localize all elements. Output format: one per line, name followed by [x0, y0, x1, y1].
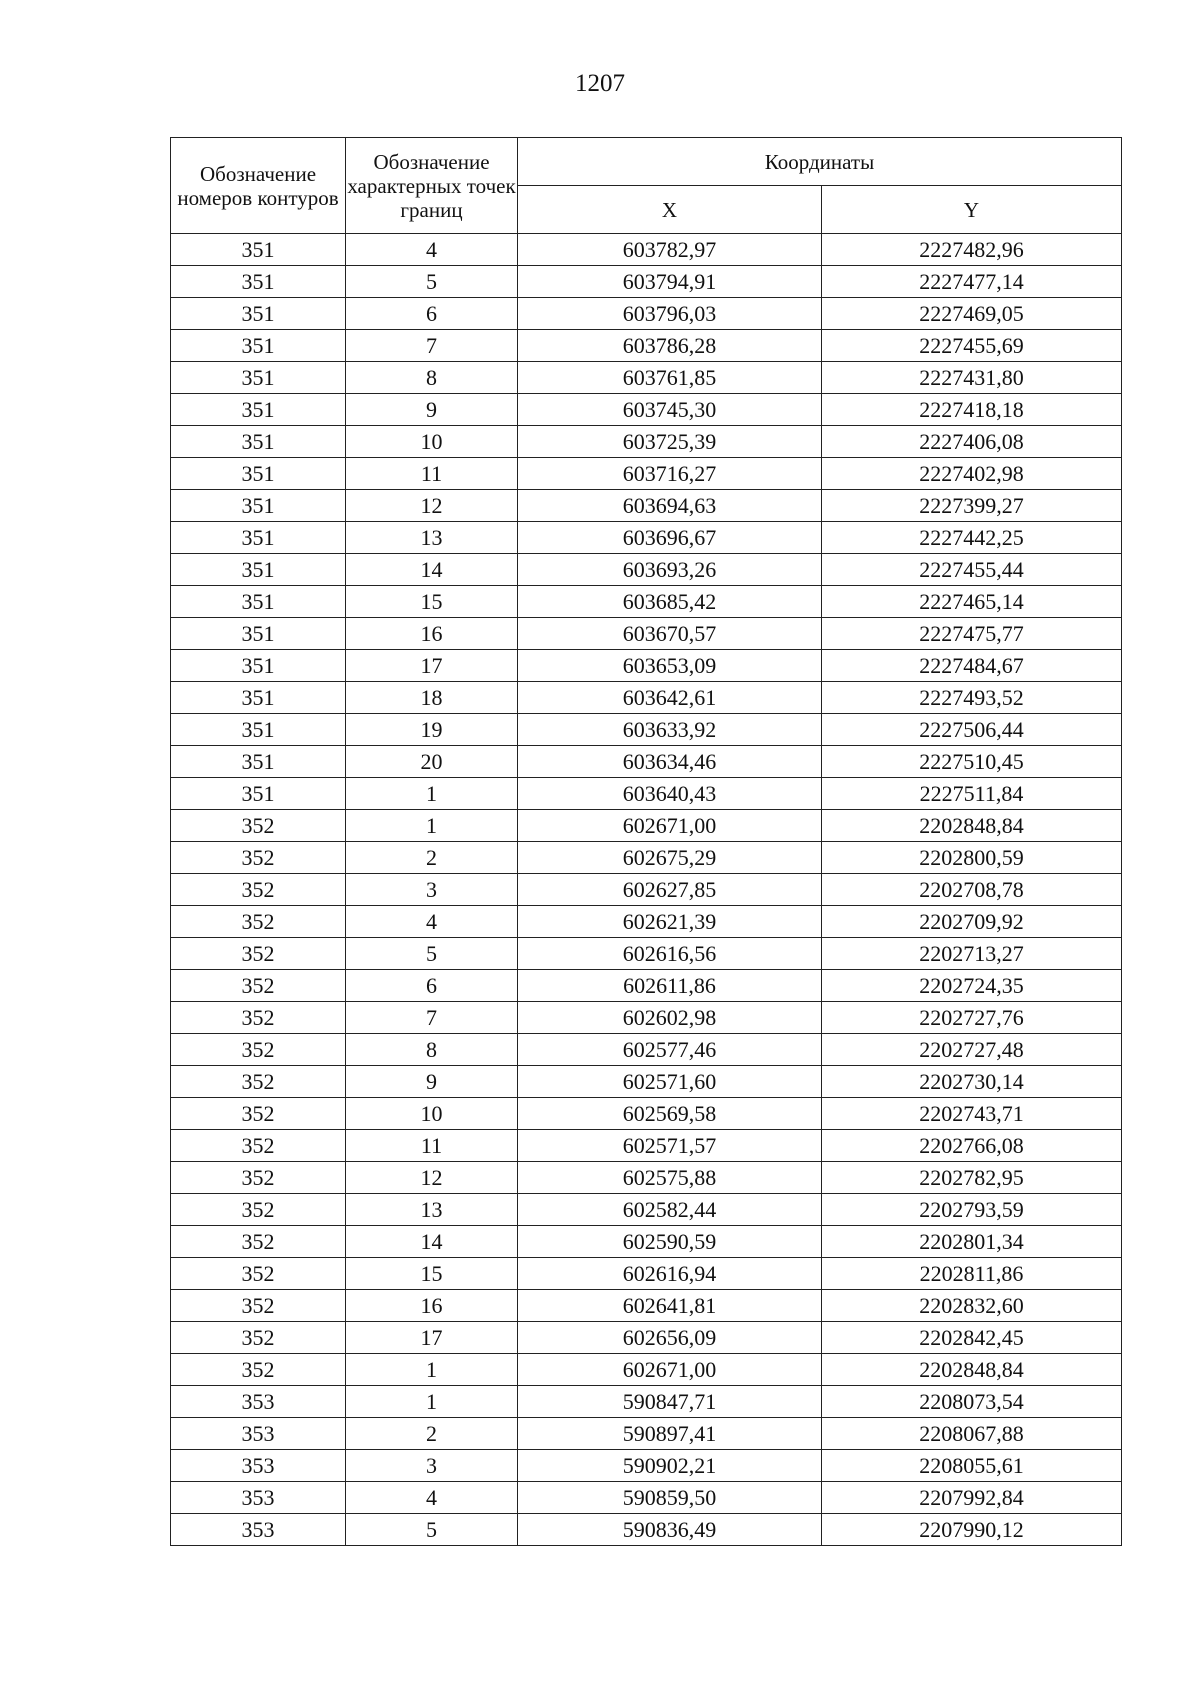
table-row: [171, 682, 1122, 714]
cell-point: 2: [346, 1418, 518, 1450]
cell-x: 602569,58: [518, 1098, 822, 1130]
cell-y: 2202730,14: [822, 1066, 1122, 1098]
cell-contour: 351: [171, 266, 346, 298]
table-row: [171, 1194, 1122, 1226]
cell-x: 602671,00: [518, 1354, 822, 1386]
table-row: [171, 970, 1122, 1002]
table-row: [171, 778, 1122, 810]
cell-contour: 351: [171, 586, 346, 618]
cell-x: 603693,26: [518, 554, 822, 586]
cell-y: 2227482,96: [822, 234, 1122, 266]
cell-point: 7: [346, 330, 518, 362]
table-row: [171, 650, 1122, 682]
table-row: [171, 1386, 1122, 1418]
cell-contour: 352: [171, 1130, 346, 1162]
cell-point: 10: [346, 426, 518, 458]
cell-contour: 351: [171, 522, 346, 554]
cell-x: 603782,97: [518, 234, 822, 266]
cell-y: 2202727,76: [822, 1002, 1122, 1034]
cell-x: 603670,57: [518, 618, 822, 650]
cell-point: 13: [346, 522, 518, 554]
cell-contour: 353: [171, 1450, 346, 1482]
cell-contour: 352: [171, 1258, 346, 1290]
cell-x: 602675,29: [518, 842, 822, 874]
table-row: [171, 1354, 1122, 1386]
table-row: [171, 1162, 1122, 1194]
cell-x: 603796,03: [518, 298, 822, 330]
cell-y: 2202832,60: [822, 1290, 1122, 1322]
cell-contour: 353: [171, 1418, 346, 1450]
cell-contour: 352: [171, 970, 346, 1002]
cell-y: 2202724,35: [822, 970, 1122, 1002]
table-row: [171, 1066, 1122, 1098]
cell-x: 602577,46: [518, 1034, 822, 1066]
cell-y: 2202727,48: [822, 1034, 1122, 1066]
cell-point: 3: [346, 1450, 518, 1482]
cell-y: 2202811,86: [822, 1258, 1122, 1290]
cell-contour: 351: [171, 682, 346, 714]
cell-point: 1: [346, 1386, 518, 1418]
cell-y: 2227418,18: [822, 394, 1122, 426]
cell-x: 602621,39: [518, 906, 822, 938]
cell-contour: 352: [171, 1002, 346, 1034]
cell-contour: 351: [171, 650, 346, 682]
table-row: [171, 458, 1122, 490]
cell-x: 602616,94: [518, 1258, 822, 1290]
cell-contour: 353: [171, 1482, 346, 1514]
cell-point: 18: [346, 682, 518, 714]
table-row: [171, 522, 1122, 554]
cell-x: 602627,85: [518, 874, 822, 906]
table-row: [171, 586, 1122, 618]
cell-contour: 353: [171, 1514, 346, 1546]
cell-x: 590847,71: [518, 1386, 822, 1418]
table-row: [171, 1226, 1122, 1258]
table-row: [171, 938, 1122, 970]
cell-y: 2207992,84: [822, 1482, 1122, 1514]
cell-y: 2202766,08: [822, 1130, 1122, 1162]
cell-y: 2227431,80: [822, 362, 1122, 394]
cell-x: 602582,44: [518, 1194, 822, 1226]
cell-x: 603794,91: [518, 266, 822, 298]
table-row: [171, 426, 1122, 458]
cell-contour: 352: [171, 938, 346, 970]
table-row: [171, 298, 1122, 330]
cell-contour: 352: [171, 1162, 346, 1194]
cell-point: 14: [346, 1226, 518, 1258]
table-row: [171, 810, 1122, 842]
cell-point: 4: [346, 906, 518, 938]
table-row: [171, 714, 1122, 746]
cell-x: 602671,00: [518, 810, 822, 842]
table-row: [171, 1418, 1122, 1450]
cell-y: 2202713,27: [822, 938, 1122, 970]
cell-point: 16: [346, 618, 518, 650]
cell-contour: 352: [171, 1322, 346, 1354]
cell-contour: 352: [171, 1290, 346, 1322]
cell-y: 2227493,52: [822, 682, 1122, 714]
header-y: Y: [822, 186, 1122, 234]
cell-y: 2227475,77: [822, 618, 1122, 650]
cell-x: 603653,09: [518, 650, 822, 682]
cell-x: 602641,81: [518, 1290, 822, 1322]
cell-contour: 353: [171, 1386, 346, 1418]
cell-y: 2227484,67: [822, 650, 1122, 682]
cell-contour: 351: [171, 778, 346, 810]
cell-x: 603725,39: [518, 426, 822, 458]
cell-point: 5: [346, 266, 518, 298]
cell-x: 590859,50: [518, 1482, 822, 1514]
table-row: [171, 490, 1122, 522]
table-row: [171, 1002, 1122, 1034]
cell-x: 603745,30: [518, 394, 822, 426]
table-row: [171, 906, 1122, 938]
cell-point: 3: [346, 874, 518, 906]
cell-y: 2227510,45: [822, 746, 1122, 778]
cell-contour: 352: [171, 1098, 346, 1130]
cell-contour: 351: [171, 426, 346, 458]
cell-contour: 352: [171, 842, 346, 874]
cell-y: 2227399,27: [822, 490, 1122, 522]
cell-contour: 351: [171, 714, 346, 746]
cell-contour: 351: [171, 554, 346, 586]
cell-point: 6: [346, 970, 518, 1002]
cell-point: 13: [346, 1194, 518, 1226]
cell-y: 2227469,05: [822, 298, 1122, 330]
cell-point: 1: [346, 778, 518, 810]
cell-x: 603696,67: [518, 522, 822, 554]
cell-point: 6: [346, 298, 518, 330]
cell-x: 602571,57: [518, 1130, 822, 1162]
cell-x: 602571,60: [518, 1066, 822, 1098]
cell-x: 603642,61: [518, 682, 822, 714]
header-x: X: [518, 186, 822, 234]
cell-contour: 351: [171, 746, 346, 778]
cell-y: 2208073,54: [822, 1386, 1122, 1418]
cell-y: 2227455,69: [822, 330, 1122, 362]
cell-point: 20: [346, 746, 518, 778]
table-row: [171, 394, 1122, 426]
table-row: [171, 1098, 1122, 1130]
cell-x: 603633,92: [518, 714, 822, 746]
table-row: [171, 554, 1122, 586]
table-row: [171, 266, 1122, 298]
cell-y: 2202848,84: [822, 1354, 1122, 1386]
cell-y: 2202801,34: [822, 1226, 1122, 1258]
cell-x: 590836,49: [518, 1514, 822, 1546]
table-row: [171, 1450, 1122, 1482]
cell-x: 603761,85: [518, 362, 822, 394]
cell-x: 603694,63: [518, 490, 822, 522]
cell-contour: 352: [171, 1226, 346, 1258]
cell-y: 2227465,14: [822, 586, 1122, 618]
cell-contour: 352: [171, 810, 346, 842]
cell-x: 602590,59: [518, 1226, 822, 1258]
cell-point: 5: [346, 1514, 518, 1546]
table-row: [171, 1258, 1122, 1290]
cell-x: 590897,41: [518, 1418, 822, 1450]
cell-contour: 351: [171, 618, 346, 650]
cell-y: 2202743,71: [822, 1098, 1122, 1130]
cell-y: 2202848,84: [822, 810, 1122, 842]
cell-contour: 352: [171, 1034, 346, 1066]
cell-point: 17: [346, 650, 518, 682]
cell-point: 11: [346, 458, 518, 490]
cell-contour: 351: [171, 458, 346, 490]
cell-point: 9: [346, 394, 518, 426]
table-body: [171, 234, 1122, 1546]
cell-point: 8: [346, 362, 518, 394]
table-row: [171, 234, 1122, 266]
table-row: [171, 1514, 1122, 1546]
cell-contour: 351: [171, 362, 346, 394]
header-contour-number: Обозначение номеров контуров: [171, 138, 346, 234]
cell-x: 603786,28: [518, 330, 822, 362]
cell-x: 603716,27: [518, 458, 822, 490]
table-row: [171, 874, 1122, 906]
cell-contour: 352: [171, 1194, 346, 1226]
cell-contour: 352: [171, 1354, 346, 1386]
cell-point: 12: [346, 490, 518, 522]
table-row: [171, 330, 1122, 362]
cell-y: 2202708,78: [822, 874, 1122, 906]
cell-y: 2227455,44: [822, 554, 1122, 586]
table-row: [171, 1034, 1122, 1066]
cell-point: 14: [346, 554, 518, 586]
cell-x: 602616,56: [518, 938, 822, 970]
cell-y: 2207990,12: [822, 1514, 1122, 1546]
page-number: 1207: [575, 70, 625, 97]
cell-point: 19: [346, 714, 518, 746]
cell-x: 602611,86: [518, 970, 822, 1002]
cell-contour: 351: [171, 330, 346, 362]
cell-x: 602656,09: [518, 1322, 822, 1354]
table-row: [171, 1482, 1122, 1514]
header-coordinates: Координаты: [518, 138, 1122, 186]
cell-point: 15: [346, 1258, 518, 1290]
cell-y: 2202709,92: [822, 906, 1122, 938]
cell-y: 2227402,98: [822, 458, 1122, 490]
cell-point: 16: [346, 1290, 518, 1322]
cell-contour: 352: [171, 906, 346, 938]
cell-x: 603685,42: [518, 586, 822, 618]
coordinates-table: [170, 137, 1122, 1546]
table-row: [171, 1130, 1122, 1162]
cell-y: 2227477,14: [822, 266, 1122, 298]
cell-y: 2227406,08: [822, 426, 1122, 458]
cell-y: 2227506,44: [822, 714, 1122, 746]
cell-point: 1: [346, 810, 518, 842]
cell-contour: 351: [171, 490, 346, 522]
cell-point: 5: [346, 938, 518, 970]
cell-y: 2227442,25: [822, 522, 1122, 554]
header-boundary-point: Обозначение характерных точек границ: [346, 138, 518, 234]
cell-point: 8: [346, 1034, 518, 1066]
cell-y: 2208067,88: [822, 1418, 1122, 1450]
cell-point: 9: [346, 1066, 518, 1098]
cell-y: 2208055,61: [822, 1450, 1122, 1482]
cell-x: 602602,98: [518, 1002, 822, 1034]
table-row: [171, 618, 1122, 650]
cell-point: 4: [346, 234, 518, 266]
table-row: [171, 746, 1122, 778]
cell-contour: 352: [171, 1066, 346, 1098]
cell-x: 603640,43: [518, 778, 822, 810]
cell-point: 12: [346, 1162, 518, 1194]
cell-y: 2202842,45: [822, 1322, 1122, 1354]
cell-y: 2202793,59: [822, 1194, 1122, 1226]
cell-point: 10: [346, 1098, 518, 1130]
table-row: [171, 1290, 1122, 1322]
cell-contour: 352: [171, 874, 346, 906]
cell-point: 1: [346, 1354, 518, 1386]
cell-y: 2202782,95: [822, 1162, 1122, 1194]
cell-y: 2227511,84: [822, 778, 1122, 810]
table-row: [171, 1322, 1122, 1354]
cell-point: 2: [346, 842, 518, 874]
table-row: [171, 362, 1122, 394]
cell-point: 11: [346, 1130, 518, 1162]
cell-point: 17: [346, 1322, 518, 1354]
cell-y: 2202800,59: [822, 842, 1122, 874]
cell-contour: 351: [171, 298, 346, 330]
cell-point: 15: [346, 586, 518, 618]
cell-contour: 351: [171, 234, 346, 266]
table-header: [171, 138, 1122, 234]
cell-point: 7: [346, 1002, 518, 1034]
cell-x: 602575,88: [518, 1162, 822, 1194]
cell-contour: 351: [171, 394, 346, 426]
table-row: [171, 842, 1122, 874]
cell-point: 4: [346, 1482, 518, 1514]
cell-x: 590902,21: [518, 1450, 822, 1482]
cell-x: 603634,46: [518, 746, 822, 778]
